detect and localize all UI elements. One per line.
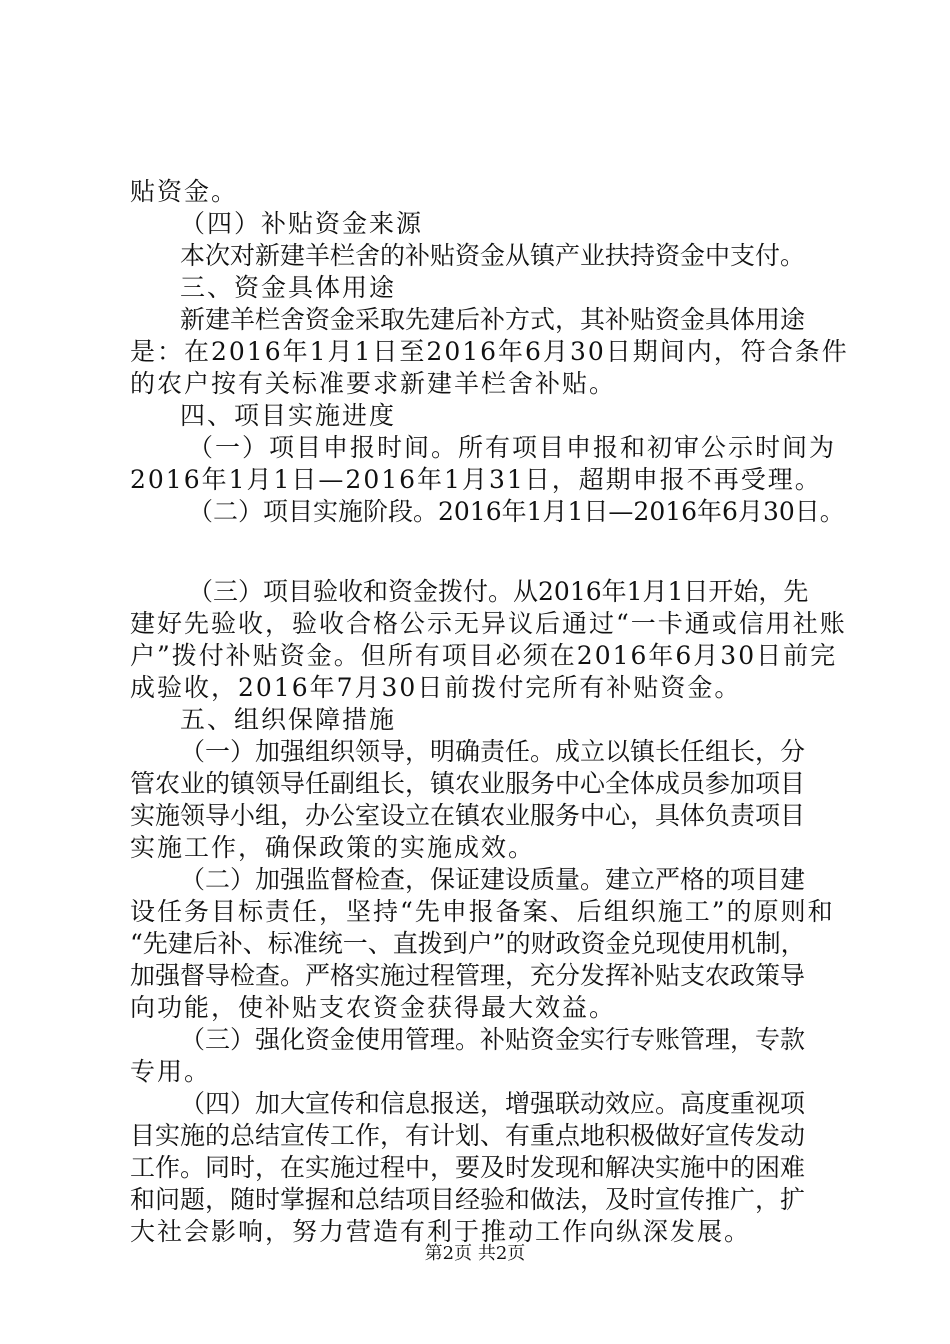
paragraph-line: 贴资金。 xyxy=(130,177,239,206)
paragraph-line: 2016年1月1日—2016年1月31日，超期申报不再受理。 xyxy=(130,465,822,494)
paragraph-line: 建好先验收，验收合格公示无异议后通过“一卡通或信用社账 xyxy=(130,609,847,638)
paragraph-line: 实施工作，确保政策的实施成效。 xyxy=(130,833,536,862)
paragraph-line: （四）加大宣传和信息报送，增强联动效应。高度重视项 xyxy=(180,1089,806,1118)
paragraph-line: 户”拨付补贴资金。但所有项目必须在2016年6月30日前完 xyxy=(130,641,838,670)
page-number-footer: 第2页 共2页 xyxy=(424,1243,526,1264)
paragraph-line: （二）项目实施阶段。2016年1月1日—2016年6月30日。 xyxy=(188,497,845,526)
paragraph-line: （三）项目验收和资金拨付。从2016年1月1日开始，先 xyxy=(188,577,809,606)
paragraph-line: 工作。同时，在实施过程中，要及时发现和解决实施中的困难 xyxy=(130,1153,806,1182)
paragraph-line: （一）项目申报时间。所有项目申报和初审公示时间为 xyxy=(188,433,837,462)
paragraph-line: 管农业的镇领导任副组长，镇农业服务中心全体成员参加项目 xyxy=(130,769,806,798)
paragraph-line: 本次对新建羊栏舍的补贴资金从镇产业扶持资金中支付。 xyxy=(180,241,806,270)
paragraph-line: 专用。 xyxy=(130,1057,212,1086)
paragraph-line: 实施领导小组，办公室设立在镇农业服务中心，具体负责项目 xyxy=(130,801,806,830)
paragraph-line: 向功能，使补贴支农资金获得最大效益。 xyxy=(130,993,617,1022)
paragraph-line: 加强督导检查。严格实施过程管理，充分发挥补贴支农政策导 xyxy=(130,961,806,990)
paragraph-line: 是：在2016年1月1日至2016年6月30日期间内，符合条件 xyxy=(130,337,849,366)
section-heading: （四）补贴资金来源 xyxy=(180,209,424,238)
paragraph-line: 设任务目标责任，坚持“先申报备案、后组织施工”的原则和 xyxy=(130,897,835,926)
section-heading: 三、资金具体用途 xyxy=(180,273,397,302)
paragraph-line: 和问题，随时掌握和总结项目经验和做法，及时宣传推广，扩 xyxy=(130,1185,806,1214)
paragraph-line: （一）加强组织领导，明确责任。成立以镇长任组长，分 xyxy=(180,737,806,766)
paragraph-line: 成验收，2016年7月30日前拨付完所有补贴资金。 xyxy=(130,673,742,702)
paragraph-line: 的农户按有关标准要求新建羊栏舍补贴。 xyxy=(130,369,617,398)
paragraph-line: 目实施的总结宣传工作，有计划、有重点地积极做好宣传发动 xyxy=(130,1121,806,1150)
paragraph-line: 大社会影响，努力营造有利于推动工作向纵深发展。 xyxy=(130,1217,752,1246)
section-heading: 四、项目实施进度 xyxy=(180,401,397,430)
paragraph-line: 新建羊栏舍资金采取先建后补方式，其补贴资金具体用途 xyxy=(180,305,806,334)
paragraph-line: （三）强化资金使用管理。补贴资金实行专账管理，专款 xyxy=(180,1025,806,1054)
paragraph-line: （二）加强监督检查，保证建设质量。建立严格的项目建 xyxy=(180,865,806,894)
paragraph-line: “先建后补、标准统一、直拨到户”的财政资金兑现使用机制， xyxy=(130,929,806,958)
section-heading: 五、组织保障措施 xyxy=(180,705,397,734)
